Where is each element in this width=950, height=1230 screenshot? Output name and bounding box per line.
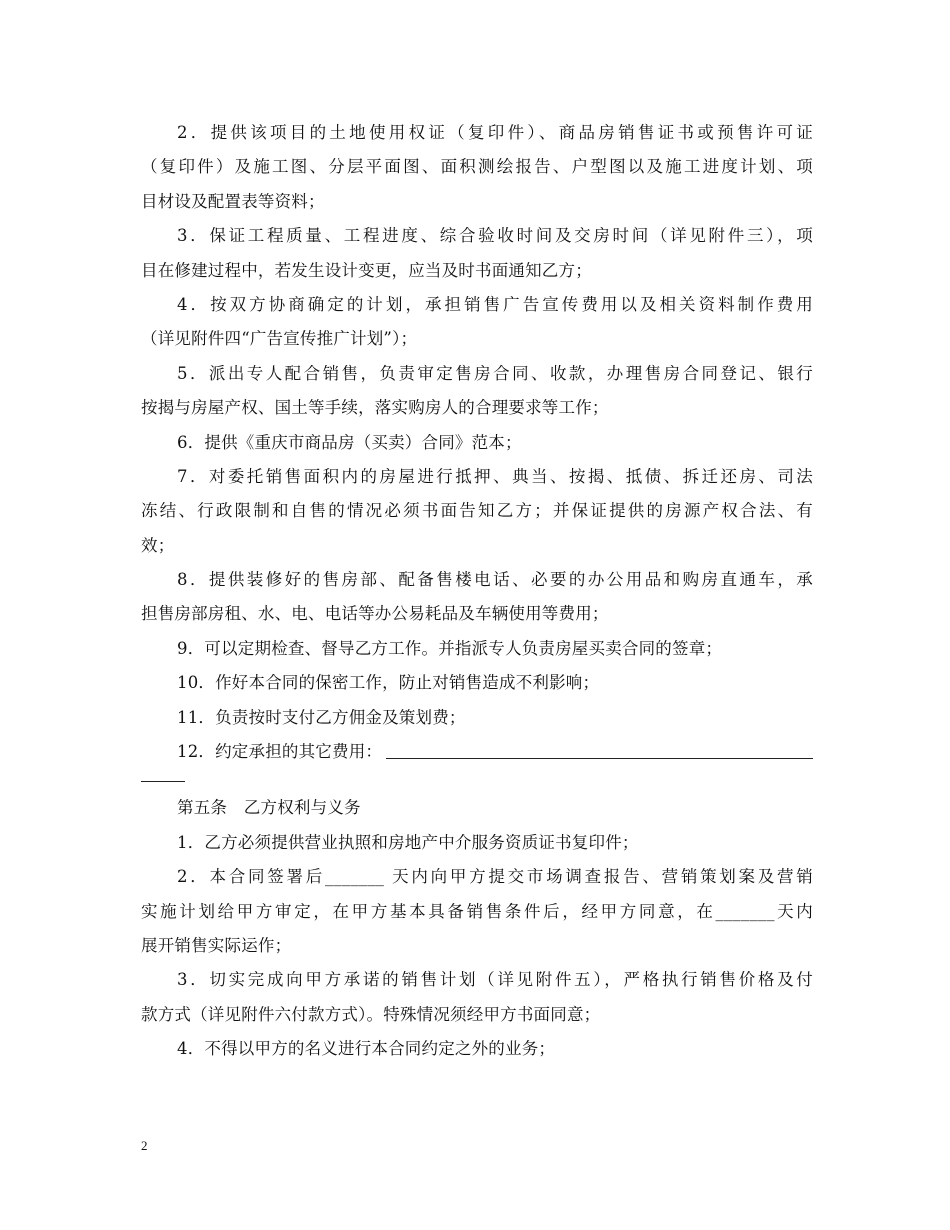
clause-2-line-3: 目材设及配置表等资料；	[141, 191, 325, 211]
article-5-clause-2-line-2: 实施计划给甲方审定，在甲方基本具备销售条件后，经甲方同意，在_______天内	[141, 901, 813, 921]
clause-5-line-2: 按揭与房屋产权、国土等手续，落实购房人的合理要求等工作；	[141, 398, 609, 418]
clause-2-line-2: （复印件）及施工图、分层平面图、面积测绘报告、户型图以及施工进度计划、项	[141, 157, 813, 177]
fill-in-blank-continuation	[141, 769, 185, 782]
clause-8-line-1: 8．提供装修好的售房部、配备售楼电话、必要的办公用品和购房直通车，承	[177, 570, 813, 590]
clause-9-line-1: 9．可以定期检查、督导乙方工作。并指派专人负责房屋买卖合同的签章；	[177, 638, 723, 658]
clause-6-line-1: 6．提供《重庆市商品房（买卖）合同》范本；	[177, 432, 522, 452]
article-5-heading: 第五条 乙方权利与义务	[177, 798, 361, 818]
article-5-clause-1: 1．乙方必须提供营业执照和房地产中介服务资质证书复印件；	[177, 832, 639, 852]
clause-8-line-2: 担售房部房租、水、电、电话等办公易耗品及车辆使用等费用；	[141, 604, 609, 624]
clause-4-line-2: （详见附件四“广告宣传推广计划”）；	[141, 329, 418, 349]
article-5-clause-3-line-1: 3．切实完成向甲方承诺的销售计划（详见附件五），严格执行销售价格及付	[177, 970, 813, 990]
blank-line-continuation	[141, 769, 813, 791]
clause-7-line-3: 效；	[141, 535, 175, 555]
article-5-clause-2-line-1: 2．本合同签署后_______ 天内向甲方提交市场调查报告、营销策划案及营销	[177, 867, 813, 887]
clause-12-label: 12．约定承担的其它费用：	[177, 742, 383, 762]
clause-3-line-2: 目在修建过程中，若发生设计变更，应当及时书面通知乙方；	[141, 260, 592, 280]
clause-3-line-1: 3．保证工程质量、工程进度、综合验收时间及交房时间（详见附件三），项	[177, 226, 813, 246]
contract-body	[141, 116, 813, 1067]
article-5-clause-4: 4．不得以甲方的名义进行本合同约定之外的业务；	[177, 1039, 556, 1059]
clause-5-line-1: 5．派出专人配合销售，负责审定售房合同、收款，办理售房合同登记、银行	[177, 363, 813, 383]
clause-11-line-1: 11．负责按时支付乙方佣金及策划费；	[177, 707, 466, 727]
clause-12-line-1	[141, 735, 813, 769]
article-5-clause-3-line-2: 款方式（详见附件六付款方式）。特殊情况须经甲方书面同意；	[141, 1004, 601, 1024]
article-5-clause-2-line-3: 展开销售实际运作；	[141, 935, 292, 955]
page-number: 2	[141, 1138, 148, 1153]
clause-2-line-1: 2．提供该项目的土地使用权证（复印件）、商品房销售证书或预售许可证	[177, 123, 813, 142]
clause-7-line-2: 冻结、行政限制和自售的情况必须书面告知乙方；并保证提供的房源产权合法、有	[141, 501, 813, 521]
clause-10-line-1: 10．作好本合同的保密工作，防止对销售造成不利影响；	[177, 673, 600, 693]
fill-in-blank-line	[386, 757, 813, 759]
clause-4-line-1: 4．按双方协商确定的计划，承担销售广告宣传费用以及相关资料制作费用	[177, 294, 813, 314]
clause-7-line-1: 7．对委托销售面积内的房屋进行抵押、典当、按揭、抵债、拆迁还房、司法	[177, 466, 813, 486]
